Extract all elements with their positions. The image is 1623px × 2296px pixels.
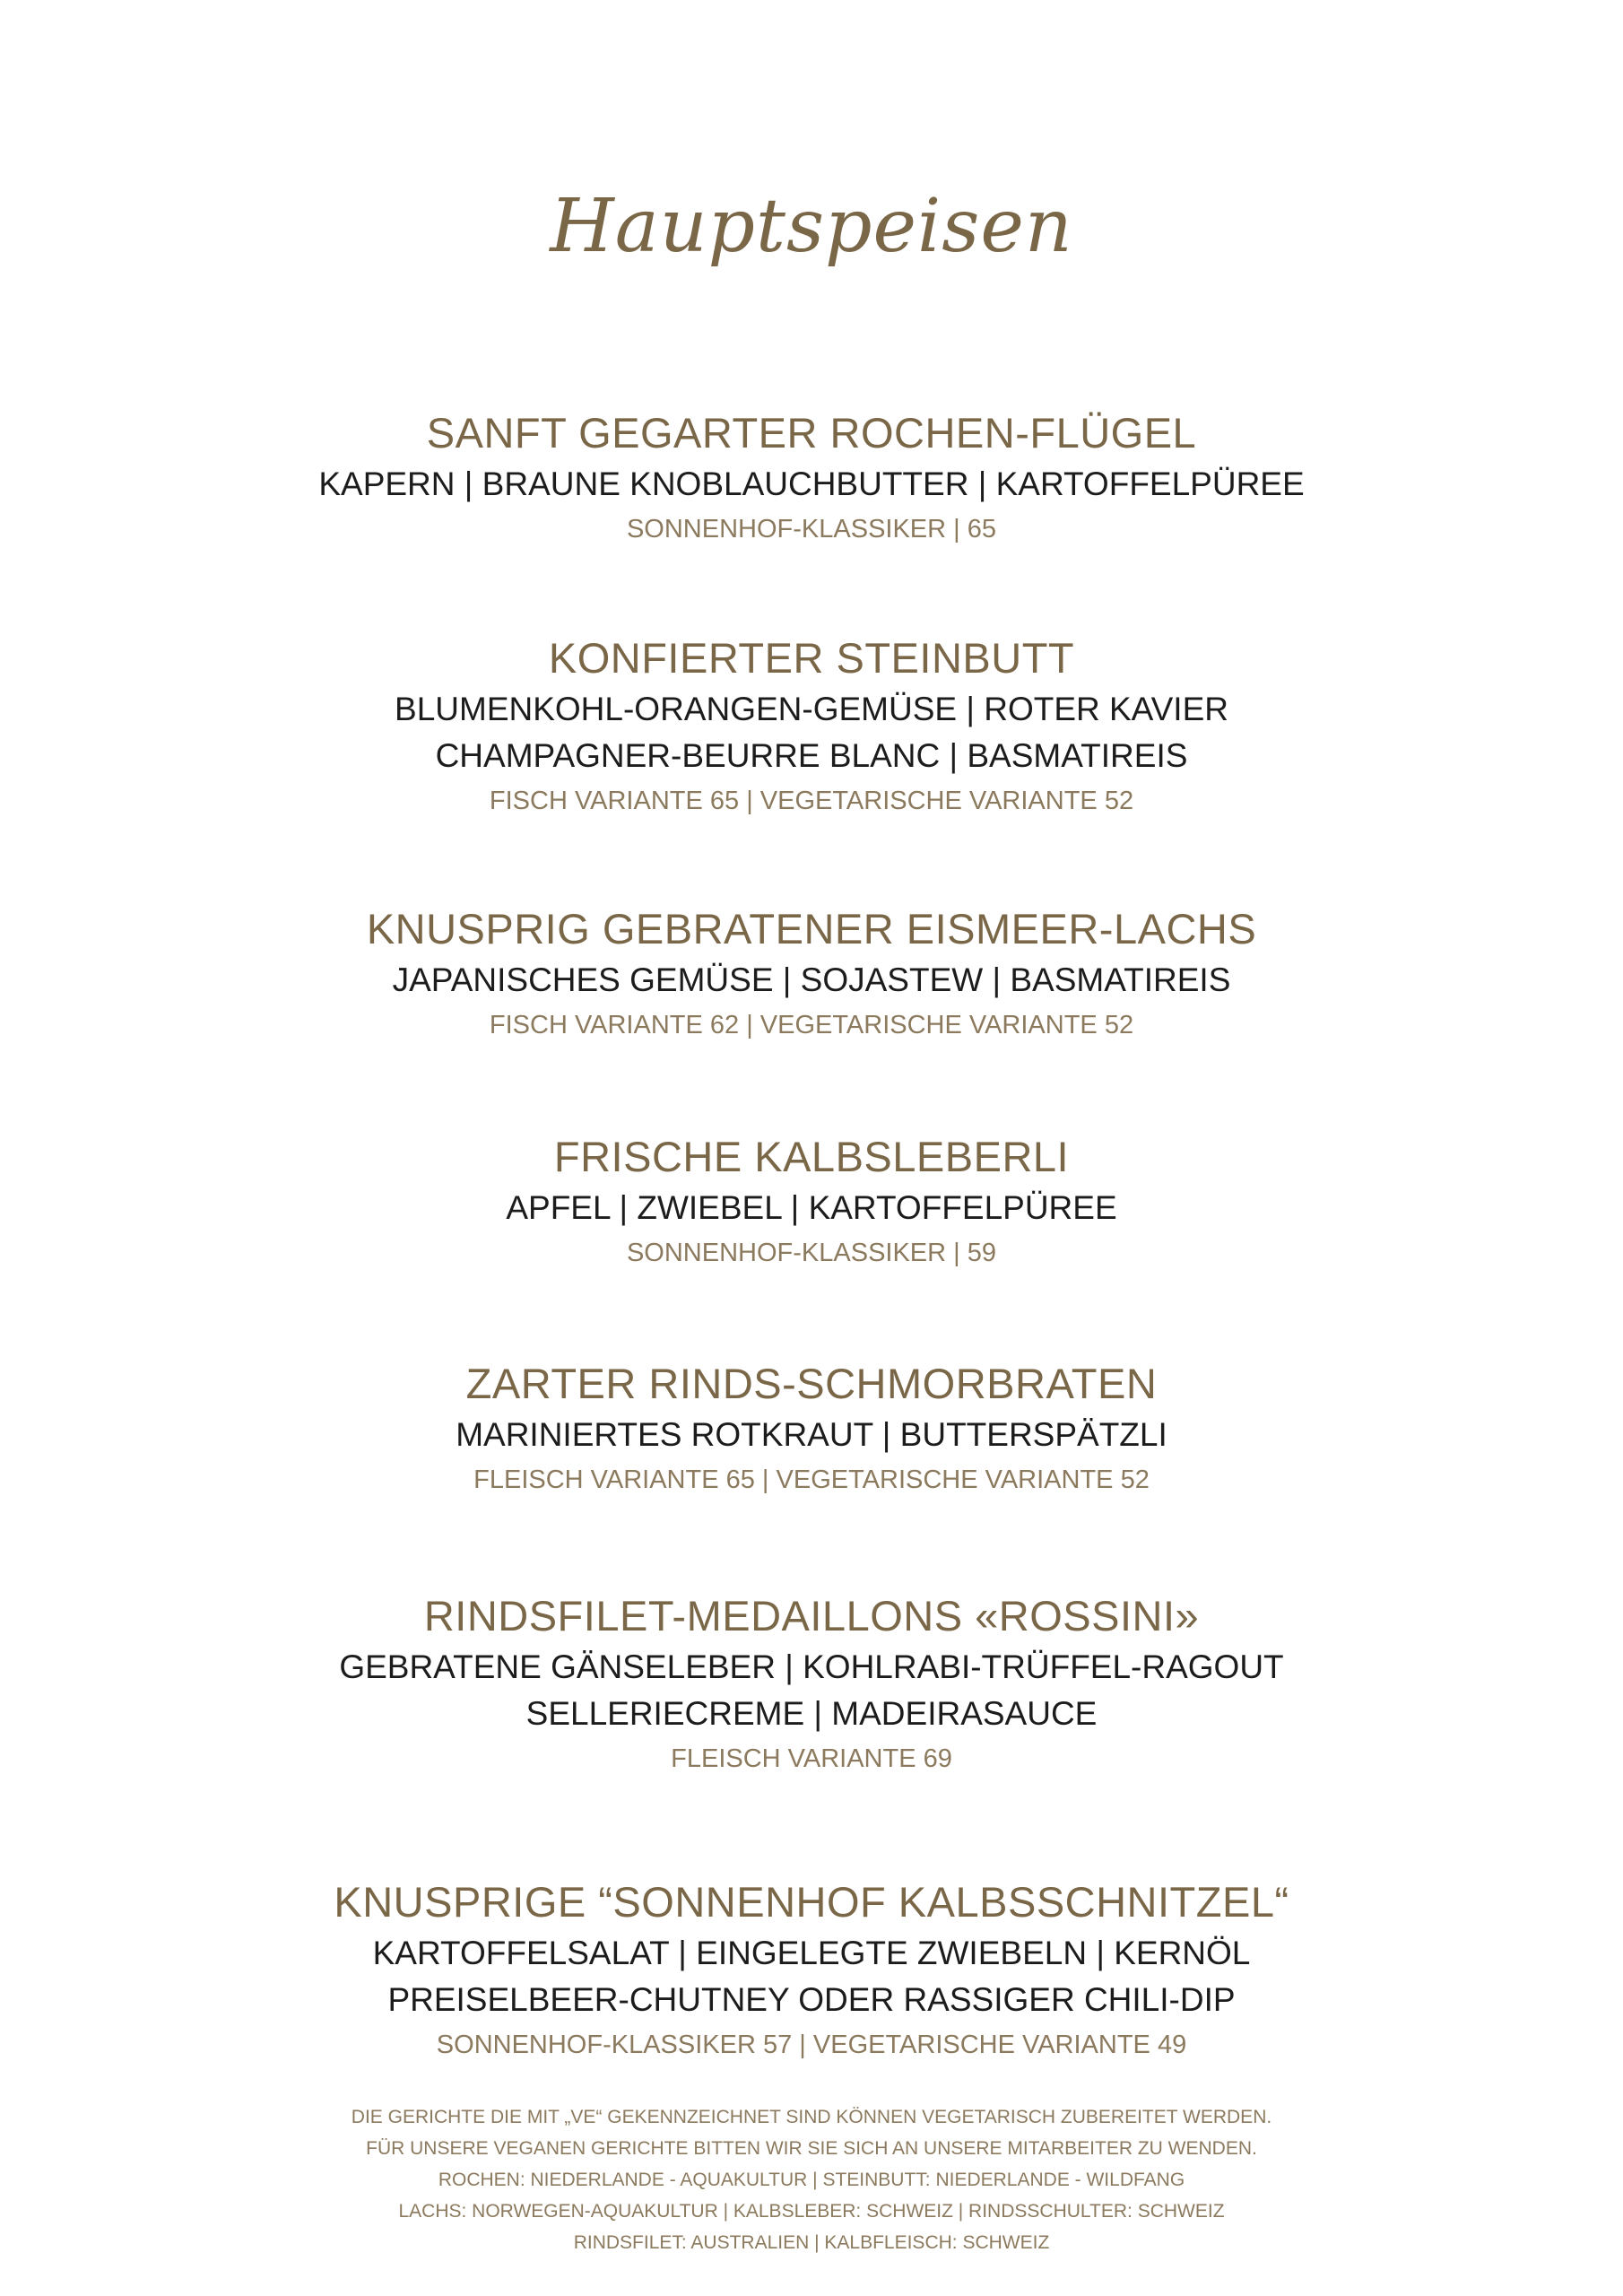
dish-description: APFEL | ZWIEBEL | KARTOFFELPÜREE (506, 1189, 1117, 1226)
menu-item (0, 405, 1623, 551)
dish-description: KARTOFFELSALAT | EINGELEGTE ZWIEBELN | KERNÖL (372, 1935, 1251, 1971)
dish-description: MARINIERTES ROTKRAUT | BUTTERSPÄTZLI (456, 1416, 1167, 1453)
page-title: Hauptspeisen (550, 184, 1073, 269)
menu-item (0, 1874, 1623, 2066)
dish-name: KNUSPRIGE “SONNENHOF KALBSSCHNITZEL“ (334, 1878, 1289, 1926)
menu-item (0, 1129, 1623, 1274)
footer-note: RINDSFILET: AUSTRALIEN | KALBFLEISCH: SCHWEIZ (573, 2232, 1050, 2253)
dish-name: KONFIERTER STEINBUTT (548, 634, 1075, 682)
dish-name: FRISCHE KALBSLEBERLI (553, 1133, 1070, 1180)
footer-notes (0, 2101, 1623, 2258)
dish-price: SONNENHOF-KLASSIKER | 65 (626, 515, 997, 544)
dish-description: JAPANISCHES GEMÜSE | SOJASTEW | BASMATIREIS (392, 961, 1231, 998)
footer-note: DIE GERICHTE DIE MIT „VE“ GEKENNZEICHNET SIND KÖNNEN VEGETARISCH ZUBEREITET WERDEN. (351, 2107, 1272, 2127)
dish-description: BLUMENKOHL-ORANGEN-GEMÜSE | ROTER KAVIER (395, 691, 1228, 727)
dish-name: SANFT GEGARTER ROCHEN-FLÜGEL (426, 409, 1197, 457)
menu-item (0, 1356, 1623, 1501)
dish-price: FISCH VARIANTE 65 | VEGETARISCHE VARIANTE 52 (489, 787, 1134, 815)
dish-price: SONNENHOF-KLASSIKER 57 | VEGETARISCHE VARIANTE 49 (436, 2031, 1187, 2059)
menu-item (0, 631, 1623, 822)
dish-name: KNUSPRIG GEBRATENER EISMEER-LACHS (366, 905, 1257, 952)
dish-price: FLEISCH VARIANTE 69 (671, 1744, 952, 1773)
dish-price: SONNENHOF-KLASSIKER | 59 (626, 1239, 997, 1267)
dish-description: CHAMPAGNER-BEURRE BLANC | BASMATIREIS (435, 737, 1188, 774)
dish-description: GEBRATENE GÄNSELEBER | KOHLRABI-TRÜFFEL-RAGOUT (339, 1648, 1284, 1685)
dish-price: FISCH VARIANTE 62 | VEGETARISCHE VARIANTE 52 (489, 1011, 1134, 1039)
menu-item (0, 901, 1623, 1047)
dish-price: FLEISCH VARIANTE 65 | VEGETARISCHE VARIANTE 52 (473, 1465, 1150, 1494)
dish-description: PREISELBEER-CHUTNEY ODER RASSIGER CHILI-DIP (387, 1981, 1236, 2018)
dish-description: KAPERN | BRAUNE KNOBLAUCHBUTTER | KARTOFFELPÜREE (318, 465, 1305, 502)
dish-name: ZARTER RINDS-SCHMORBRATEN (465, 1360, 1158, 1407)
dish-name: RINDSFILET-MEDAILLONS «ROSSINI» (423, 1592, 1200, 1639)
menu-item (0, 1588, 1623, 1780)
footer-note: LACHS: NORWEGEN-AQUAKULTUR | KALBSLEBER: SCHWEIZ | RINDSSCHULTER: SCHWEIZ (398, 2201, 1225, 2222)
dish-description: SELLERIECREME | MADEIRASAUCE (525, 1695, 1098, 1732)
footer-note: FÜR UNSERE VEGANEN GERICHTE BITTEN WIR SIE SICH AN UNSERE MITARBEITER ZU WENDEN. (366, 2138, 1257, 2159)
footer-note: ROCHEN: NIEDERLANDE - AQUAKULTUR | STEINBUTT: NIEDERLANDE - WILDFANG (438, 2170, 1185, 2190)
